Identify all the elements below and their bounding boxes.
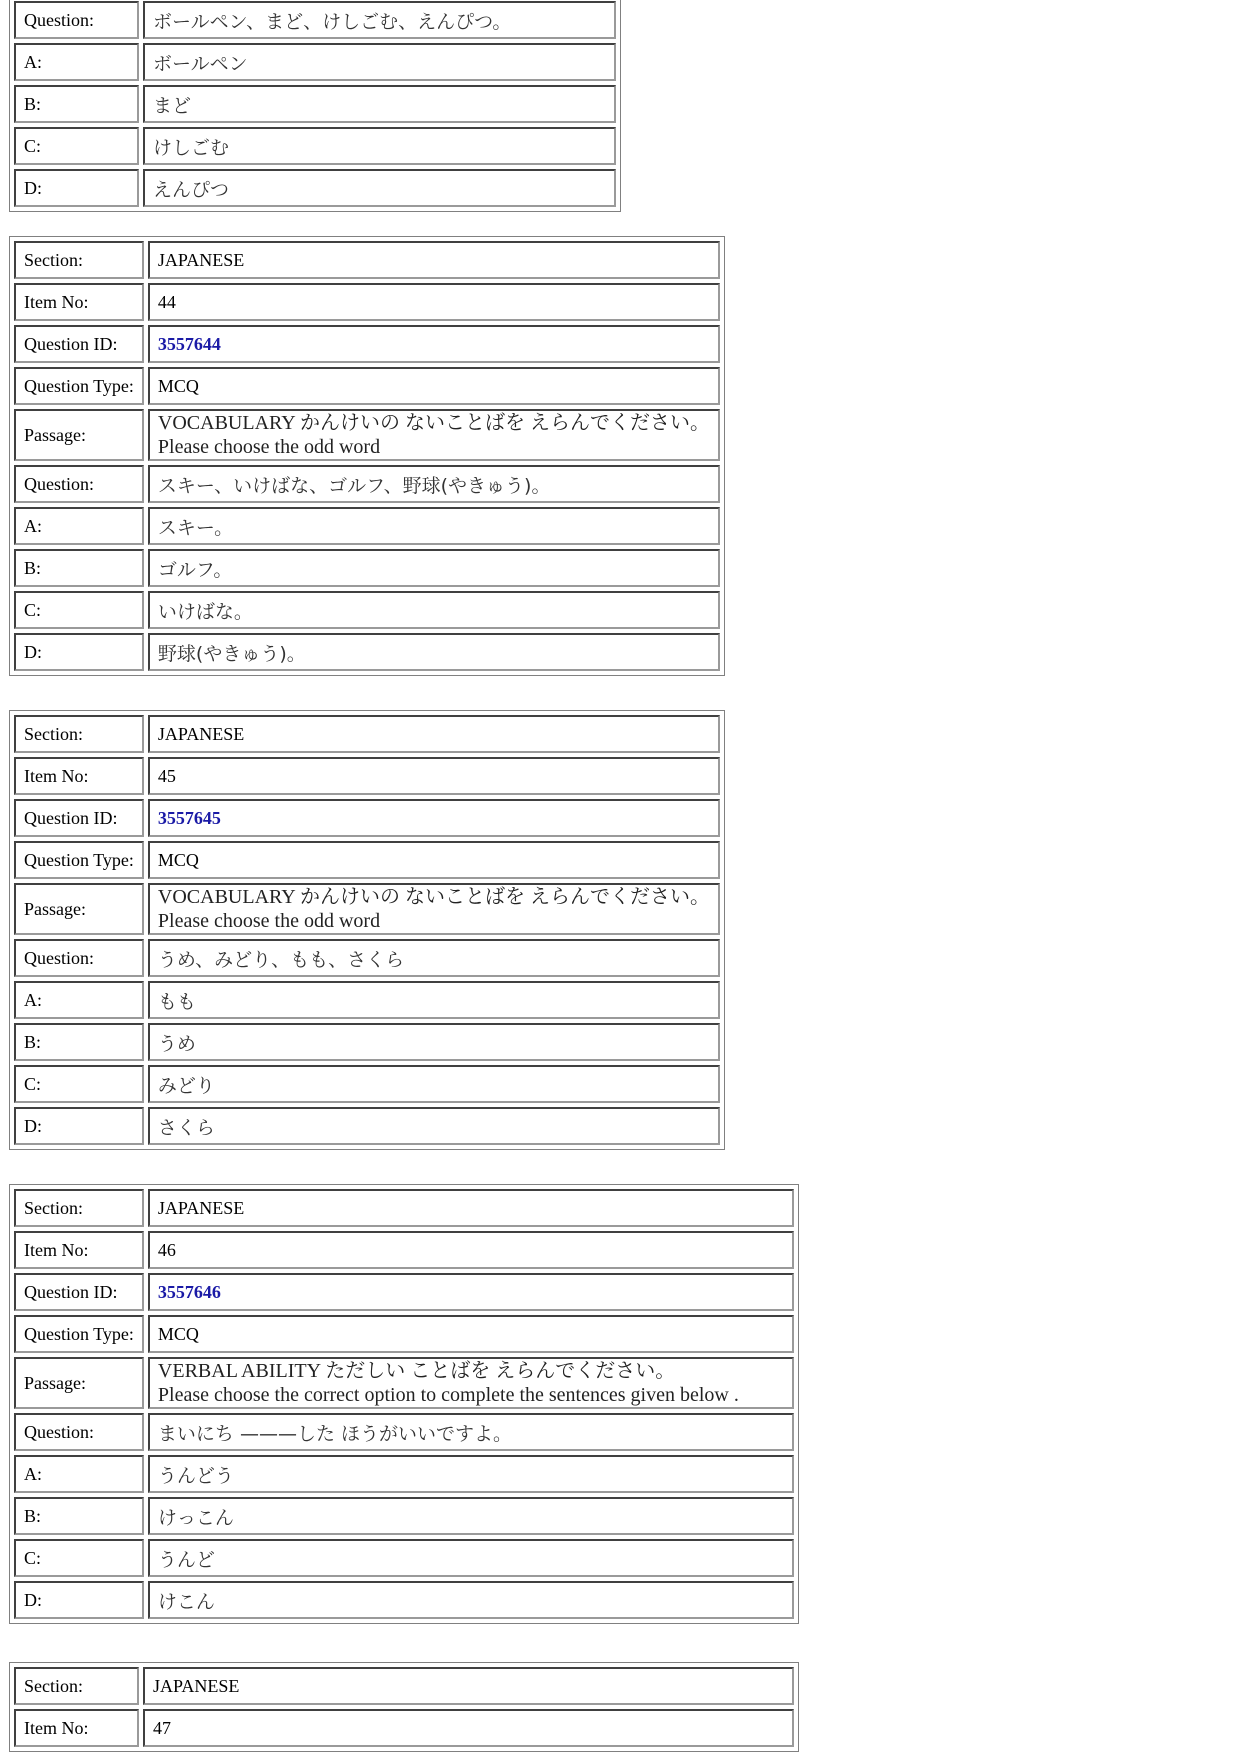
- item-no-label: Item No:: [14, 1709, 139, 1747]
- passage-line-2: Please choose the odd word: [157, 910, 381, 932]
- question-table-44: [9, 236, 725, 676]
- question-id-label: Question ID:: [14, 325, 144, 363]
- option-c-text: うんど: [148, 1539, 794, 1577]
- section-value: JAPANESE: [148, 715, 720, 753]
- section-value: JAPANESE: [143, 1667, 794, 1705]
- passage-label: Passage:: [14, 1357, 144, 1409]
- question-label: Question:: [14, 465, 144, 503]
- option-a-label: A:: [14, 981, 144, 1019]
- question-text: スキー、いけばな、ゴルフ、野球(やきゅう)。: [148, 465, 720, 503]
- question-table-46: [9, 1184, 799, 1624]
- section-value: JAPANESE: [148, 1189, 794, 1227]
- question-id-link[interactable]: 3557644: [148, 325, 720, 363]
- option-b-label: B:: [14, 549, 144, 587]
- option-d-text: さくら: [148, 1107, 720, 1145]
- question-type-label: Question Type:: [14, 841, 144, 879]
- option-b-label: B:: [14, 85, 139, 123]
- option-a-text: うんどう: [148, 1455, 794, 1493]
- question-id-label: Question ID:: [14, 1273, 144, 1311]
- question-table-43: [9, 0, 621, 212]
- option-d-text: 野球(やきゅう)。: [148, 633, 720, 671]
- item-no-label: Item No:: [14, 283, 144, 321]
- item-no-value: 45: [148, 757, 720, 795]
- question-text: うめ、みどり、もも、さくら: [148, 939, 720, 977]
- option-c-label: C:: [14, 1065, 144, 1103]
- passage-text: [148, 409, 720, 461]
- option-a-label: A:: [14, 507, 144, 545]
- option-d-label: D:: [14, 169, 139, 207]
- passage-label: Passage:: [14, 883, 144, 935]
- option-c-label: C:: [14, 1539, 144, 1577]
- question-type-label: Question Type:: [14, 367, 144, 405]
- section-label: Section:: [14, 1667, 139, 1705]
- question-row: [14, 1, 616, 39]
- option-b-label: B:: [14, 1023, 144, 1061]
- section-label: Section:: [14, 1189, 144, 1227]
- option-a-text: もも: [148, 981, 720, 1019]
- option-b-text: まど: [143, 85, 616, 123]
- option-d-row: [14, 169, 616, 207]
- passage-line-1: VOCABULARY かんけいの ないことばを えらんでください。: [157, 412, 710, 434]
- option-a-label: A:: [14, 1455, 144, 1493]
- passage-line-2: Please choose the odd word: [157, 436, 381, 458]
- option-d-label: D:: [14, 633, 144, 671]
- question-type-value: MCQ: [148, 367, 720, 405]
- question-type-label: Question Type:: [14, 1315, 144, 1353]
- item-no-label: Item No:: [14, 1231, 144, 1269]
- question-id-link[interactable]: 3557646: [148, 1273, 794, 1311]
- item-no-value: 46: [148, 1231, 794, 1269]
- passage-line-1: VOCABULARY かんけいの ないことばを えらんでください。: [157, 886, 710, 908]
- option-c-label: C:: [14, 591, 144, 629]
- question-text: ボールペン、まど、けしごむ、えんぴつ。: [143, 1, 616, 39]
- passage-line-1: VERBAL ABILITY ただしい ことばを えらんでください。: [157, 1360, 676, 1382]
- option-b-label: B:: [14, 1497, 144, 1535]
- option-c-label: C:: [14, 127, 139, 165]
- item-no-value: 44: [148, 283, 720, 321]
- question-id-link[interactable]: 3557645: [148, 799, 720, 837]
- question-text: まいにち ———した ほうがいいですよ。: [148, 1413, 794, 1451]
- option-a-text: スキー。: [148, 507, 720, 545]
- option-c-text: けしごむ: [143, 127, 616, 165]
- question-label: Question:: [14, 1, 139, 39]
- passage-text: [148, 1357, 794, 1409]
- option-a-row: [14, 43, 616, 81]
- section-value: JAPANESE: [148, 241, 720, 279]
- question-label: Question:: [14, 939, 144, 977]
- option-d-text: えんぴつ: [143, 169, 616, 207]
- passage-text: [148, 883, 720, 935]
- question-type-value: MCQ: [148, 1315, 794, 1353]
- question-label: Question:: [14, 1413, 144, 1451]
- option-d-label: D:: [14, 1107, 144, 1145]
- option-a-label: A:: [14, 43, 139, 81]
- question-id-label: Question ID:: [14, 799, 144, 837]
- passage-label: Passage:: [14, 409, 144, 461]
- question-table-47: [9, 1662, 799, 1752]
- question-type-value: MCQ: [148, 841, 720, 879]
- option-b-text: ゴルフ。: [148, 549, 720, 587]
- item-no-label: Item No:: [14, 757, 144, 795]
- option-b-text: けっこん: [148, 1497, 794, 1535]
- item-no-value: 47: [143, 1709, 794, 1747]
- option-d-text: けこん: [148, 1581, 794, 1619]
- option-d-label: D:: [14, 1581, 144, 1619]
- option-a-text: ボールペン: [143, 43, 616, 81]
- option-c-row: [14, 127, 616, 165]
- option-b-row: [14, 85, 616, 123]
- section-label: Section:: [14, 241, 144, 279]
- passage-line-2: Please choose the correct option to complete the sentences given below .: [157, 1384, 739, 1406]
- section-label: Section:: [14, 715, 144, 753]
- option-c-text: みどり: [148, 1065, 720, 1103]
- question-table-45: [9, 710, 725, 1150]
- option-b-text: うめ: [148, 1023, 720, 1061]
- option-c-text: いけばな。: [148, 591, 720, 629]
